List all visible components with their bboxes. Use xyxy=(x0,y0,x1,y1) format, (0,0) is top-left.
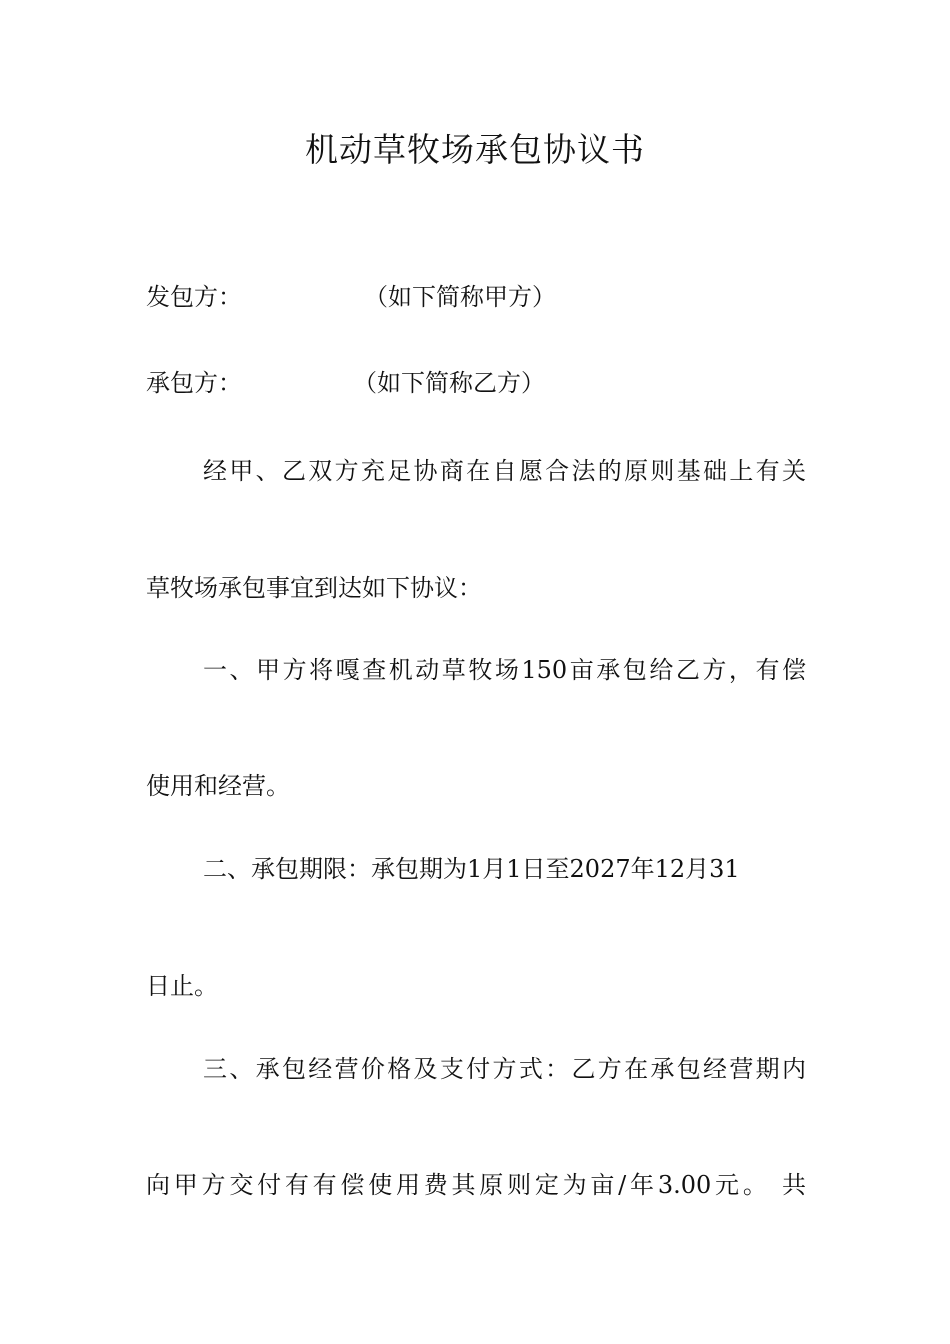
paragraph-line: 日止。 xyxy=(146,972,218,1000)
paragraph-line: 经甲、乙双方充足协商在自愿合法的原则基础上有关 xyxy=(203,457,806,485)
paragraph-line: 向甲方交付有有偿使用费其原则定为亩/年3.00元。 共 xyxy=(146,1171,806,1199)
party-b-label: 承包方： xyxy=(146,369,242,397)
paragraph-line: 草牧场承包事宜到达如下协议： xyxy=(146,574,482,602)
paragraph-line: 三、承包经营价格及支付方式：乙方在承包经营期内 xyxy=(203,1055,806,1083)
paragraph-line: 使用和经营。 xyxy=(146,772,290,800)
party-a-note: （如下简称甲方） xyxy=(364,283,556,311)
party-b-note: （如下简称乙方） xyxy=(353,369,545,397)
party-a-label: 发包方： xyxy=(146,283,242,311)
paragraph-line: 一、甲方将嘎查机动草牧场150亩承包给乙方，有偿 xyxy=(203,656,806,684)
document-title: 机动草牧场承包协议书 xyxy=(305,130,645,169)
paragraph-line: 二、承包期限：承包期为1月1日至2027年12月31 xyxy=(203,855,740,883)
